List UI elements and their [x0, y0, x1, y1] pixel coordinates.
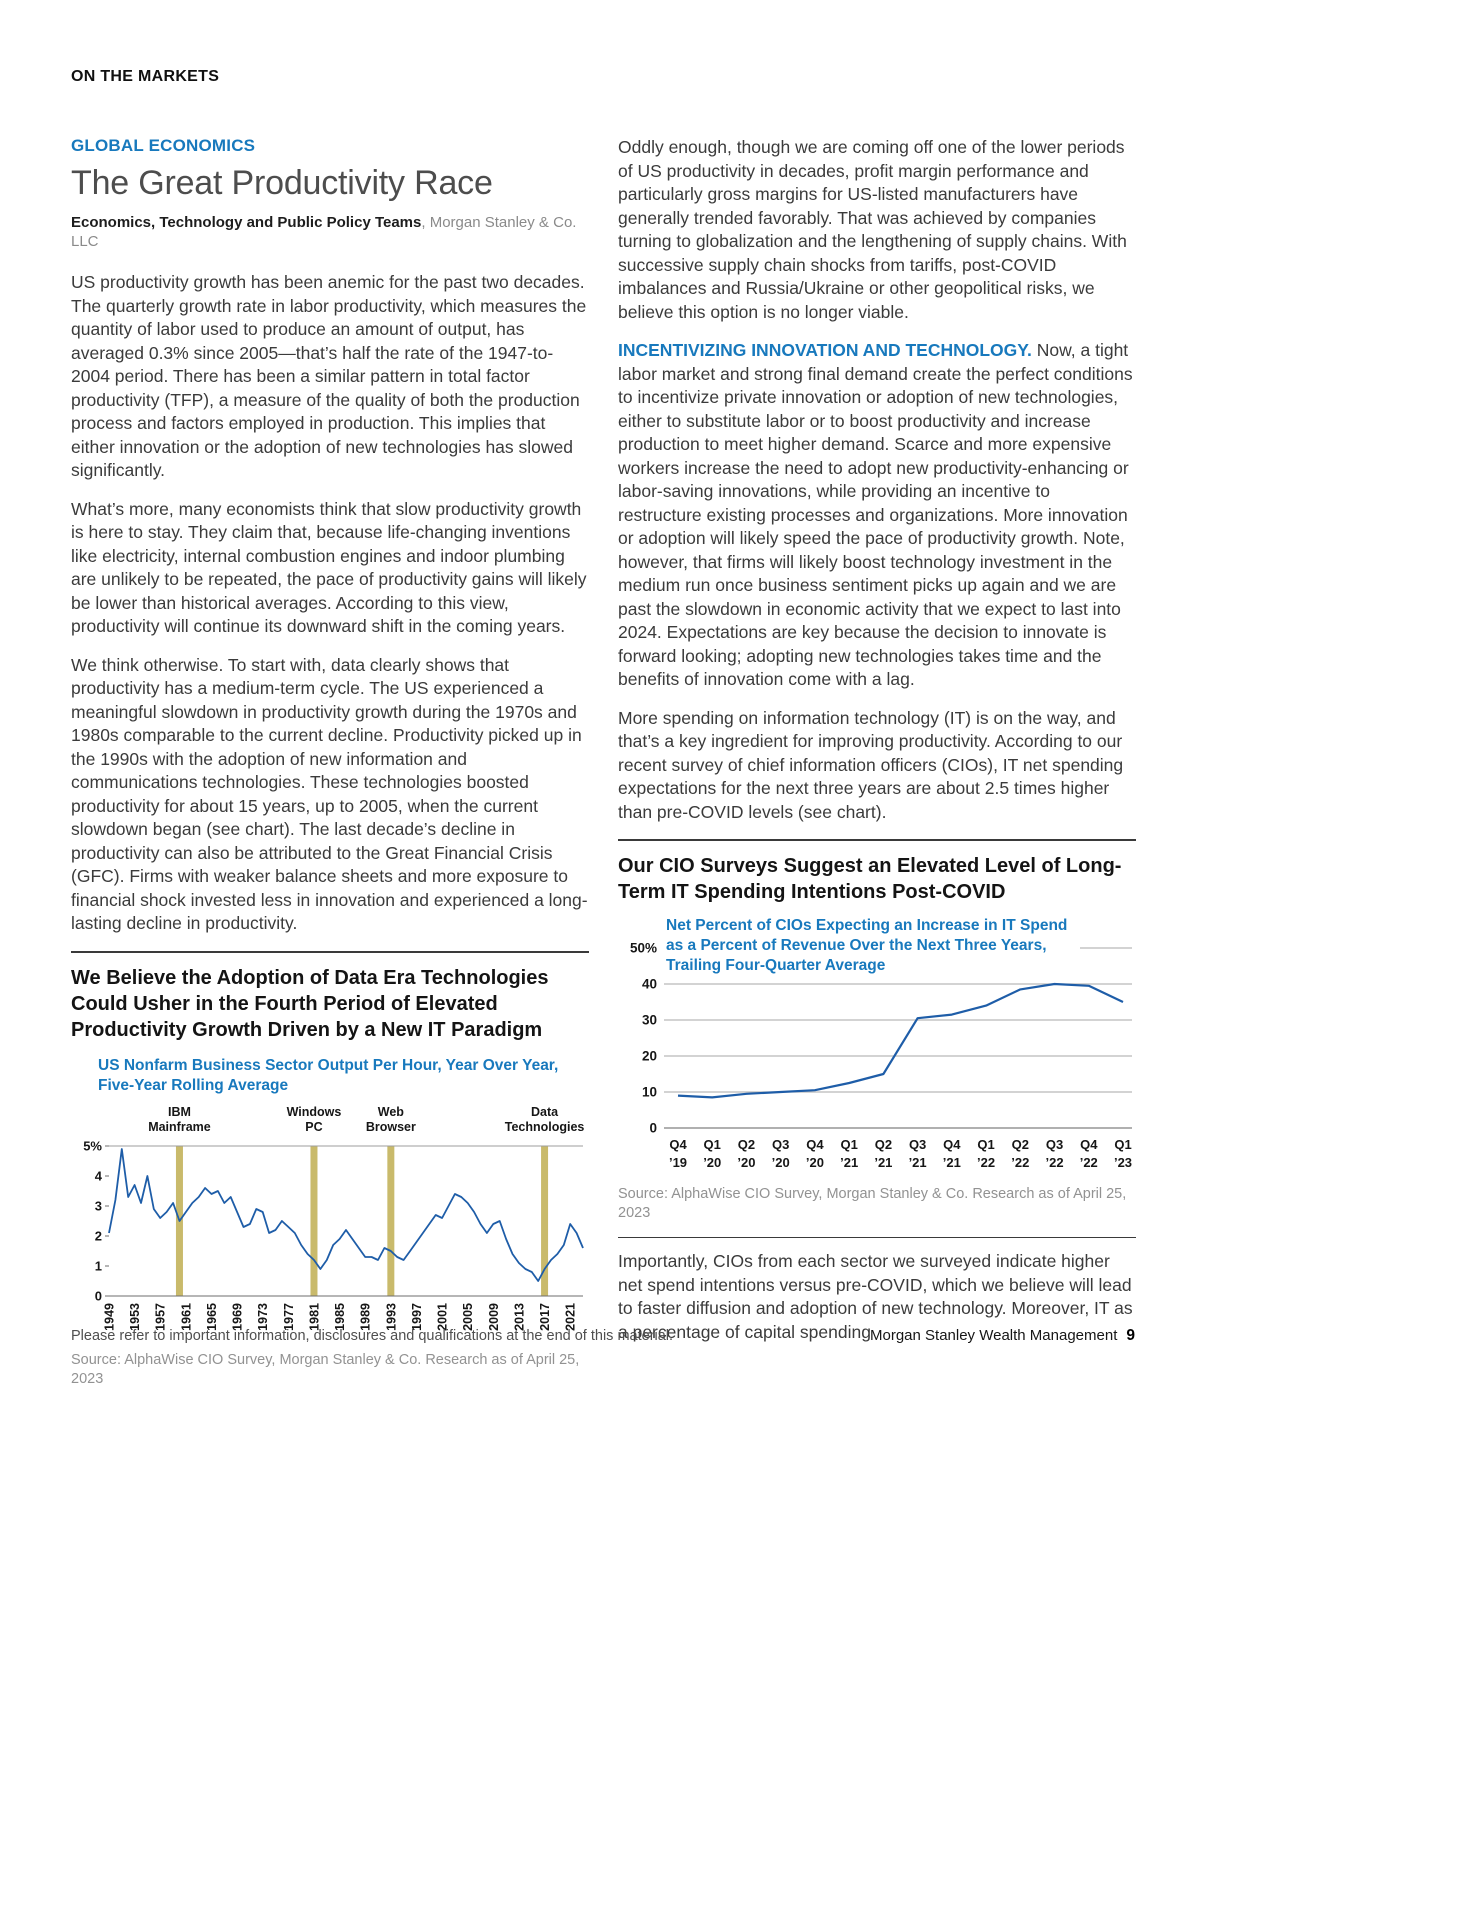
chart-container	[618, 918, 1136, 1181]
svg-text:PC: PC	[305, 1119, 323, 1134]
svg-text:’21: ’21	[840, 1155, 859, 1170]
exhibit-productivity	[71, 951, 589, 1389]
svg-text:30: 30	[641, 1012, 657, 1028]
svg-text:’20: ’20	[771, 1155, 790, 1170]
right-column	[618, 136, 1136, 1389]
svg-text:1997: 1997	[410, 1302, 424, 1331]
svg-text:Mainframe: Mainframe	[148, 1119, 211, 1134]
paragraph: More spending on information technology (IT) is on the way, and that’s a key ingredient for improving productivity. According to our recent survey of chief information officers (CIOs), IT net spending expectations for the next three years are about 2.5 times higher than pre-COVID levels (see chart).	[618, 707, 1124, 822]
svg-text:5%: 5%	[83, 1138, 102, 1153]
svg-text:2021: 2021	[563, 1302, 578, 1331]
svg-text:Q4: Q4	[943, 1137, 961, 1152]
two-column-layout	[71, 136, 1484, 1389]
page-footer	[71, 1327, 1135, 1345]
svg-text:50%: 50%	[629, 940, 657, 956]
svg-text:Q1: Q1	[840, 1137, 858, 1152]
svg-text:1977: 1977	[281, 1302, 296, 1331]
svg-text:10: 10	[641, 1084, 657, 1100]
svg-text:’22: ’22	[1079, 1155, 1098, 1170]
svg-text:’21: ’21	[942, 1155, 961, 1170]
svg-text:2001: 2001	[435, 1302, 450, 1331]
svg-text:Q2: Q2	[737, 1137, 756, 1152]
svg-text:Browser: Browser	[365, 1119, 416, 1134]
svg-text:Q1: Q1	[703, 1137, 721, 1152]
svg-text:Q4: Q4	[806, 1137, 824, 1152]
paragraph: Importantly, CIOs from each sector we surveyed indicate higher net spend intentions versus pre-COVID, which we believe will lead to faster diffusion and adoption of new technology. Moreover, IT as a percentage of capital spending	[618, 1251, 1133, 1342]
svg-text:1981: 1981	[307, 1302, 322, 1331]
svg-text:’20: ’20	[737, 1155, 756, 1170]
svg-text:1957: 1957	[153, 1302, 168, 1331]
svg-text:1953: 1953	[128, 1302, 143, 1331]
svg-text:0: 0	[94, 1288, 102, 1303]
svg-text:1985: 1985	[333, 1302, 348, 1331]
svg-text:Q2: Q2	[1011, 1137, 1029, 1152]
byline-firm: , Morgan Stanley & Co. LLC	[71, 214, 577, 250]
byline	[71, 213, 589, 251]
svg-text:’20: ’20	[805, 1155, 824, 1170]
svg-text:2005: 2005	[461, 1302, 476, 1331]
productivity-line-chart	[71, 1100, 589, 1342]
svg-text:4: 4	[94, 1168, 102, 1183]
svg-text:1949: 1949	[102, 1302, 117, 1331]
chart-title: Net Percent of CIOs Expecting an Increase in IT Spend as a Percent of Revenue Over the Next Three Years, Trailing Four-Quarter Average	[666, 917, 1068, 974]
svg-text:3: 3	[94, 1198, 102, 1213]
paragraph	[618, 339, 1136, 692]
svg-text:’20: ’20	[703, 1155, 722, 1170]
svg-text:2: 2	[94, 1228, 102, 1243]
svg-text:’23: ’23	[1113, 1155, 1133, 1170]
svg-text:1: 1	[94, 1258, 102, 1273]
footer-brand	[870, 1327, 1135, 1345]
svg-text:1965: 1965	[205, 1302, 219, 1331]
svg-text:40: 40	[641, 976, 657, 992]
svg-text:IBM: IBM	[167, 1104, 191, 1119]
paragraph-text: Now, a tight labor market and strong final demand create the perfect conditions to incentivize private innovation or adoption of new technologies, either to substitute labor or to boost productivity and increase production to meet higher demand. Scarce and more expensive workers increase the need to adopt new productivity-enhancing or labor-saving innovations, while providing an incentive to restructure existing processes and organizations. More innovation or adoption will likely speed the pace of productivity growth. Note, however, that firms will likely boost technology investment in the medium run once business sentiment picks up again and we are past the slowdown in economic activity that we expect to last into 2024. Expectations are key because the decision to innovate is forward looking; adopting new technologies takes time and the benefits of innovation come with a lag.	[618, 340, 1133, 689]
divider	[71, 951, 589, 953]
svg-text:’21: ’21	[908, 1155, 927, 1170]
paragraph: Oddly enough, though we are coming off one of the lower periods of US productivity in decades, profit margin performance and particularly gross margins for US-listed manufacturers have generally trended favorably. That was achieved by companies turning to globalization and the lengthening of supply chains. With successive supply chain shocks from tariffs, post-COVID imbalances and Russia/Ukraine or other geopolitical risks, we believe this option is no longer viable.	[618, 137, 1127, 322]
svg-text:Q3: Q3	[1045, 1137, 1064, 1152]
svg-text:1989: 1989	[358, 1302, 373, 1331]
svg-text:Q1: Q1	[1114, 1137, 1132, 1152]
svg-text:Web: Web	[377, 1104, 404, 1119]
svg-text:0: 0	[649, 1120, 657, 1136]
exhibit-heading: Our CIO Surveys Suggest an Elevated Level of Long-Term IT Spending Intentions Post-COVID	[618, 855, 1122, 903]
svg-text:Q3: Q3	[908, 1137, 927, 1152]
page-kicker: ON THE MARKETS	[71, 68, 220, 85]
svg-text:1961: 1961	[179, 1302, 194, 1331]
paragraph: What’s more, many economists think that slow productivity growth is here to stay. They claim that, because life-changing inventions like electricity, internal combustion engines and indoor plumbing are unlikely to be repeated, the pace of productivity gains will likely be lower than historical averages. According to this view, productivity will continue its downward shift in the coming years.	[71, 498, 587, 636]
svg-text:2017: 2017	[538, 1302, 553, 1331]
svg-text:Q1: Q1	[977, 1137, 995, 1152]
svg-text:’22: ’22	[1045, 1155, 1064, 1170]
footer-brand-text: Morgan Stanley Wealth Management	[870, 1326, 1118, 1344]
exhibit-heading: We Believe the Adoption of Data Era Technologies Could Usher in the Fourth Period of Elevated Productivity Growth Driven by a New IT Paradigm	[71, 966, 549, 1041]
svg-text:1993: 1993	[384, 1302, 399, 1331]
svg-text:’19: ’19	[668, 1155, 688, 1170]
paragraph: We think otherwise. To start with, data clearly shows that productivity has a medium-term cycle. The US experienced a meaningful slowdown in productivity growth during the 1970s and 1980s comparable to the current decline. Productivity picked up in the 1990s with the adoption of new information and communications technologies. These technologies boosted productivity for about 15 years, up to 2005, when the current slowdown began (see chart). The last decade’s decline in productivity can also be attributed to the Great Financial Crisis (GFC). Firms with weaker balance sheets and more exposure to financial shock invested less in innovation and experienced a long-lasting decline in productivity.	[71, 654, 588, 933]
exhibit-source: Source: AlphaWise CIO Survey, Morgan Stanley & Co. Research as of April 25, 2023	[618, 1186, 1127, 1221]
footer-page-number: 9	[1126, 1326, 1135, 1344]
article-title: The Great Productivity Race	[71, 164, 493, 202]
svg-text:Q2: Q2	[874, 1137, 893, 1152]
divider	[618, 839, 1136, 841]
svg-text:Q4: Q4	[669, 1137, 687, 1152]
svg-text:Q4: Q4	[1080, 1137, 1098, 1152]
chart-title: US Nonfarm Business Sector Output Per Hour, Year Over Year, Five-Year Rolling Average	[98, 1056, 559, 1094]
svg-text:2009: 2009	[486, 1302, 501, 1331]
svg-text:1969: 1969	[230, 1302, 245, 1331]
svg-text:20: 20	[641, 1048, 657, 1064]
svg-text:’22: ’22	[1011, 1155, 1030, 1170]
divider	[618, 1237, 1136, 1238]
svg-text:1973: 1973	[256, 1302, 271, 1331]
left-column	[71, 136, 589, 1389]
exhibit-cio-survey	[618, 839, 1136, 1344]
svg-text:Q3: Q3	[772, 1137, 790, 1152]
subsection-lead-in: INCENTIVIZING INNOVATION AND TECHNOLOGY.	[618, 340, 1032, 360]
svg-text:Windows: Windows	[286, 1104, 342, 1119]
footer-disclosure: Please refer to important information, disclosures and qualifications at the end of this material.	[71, 1327, 674, 1344]
svg-text:2013: 2013	[512, 1302, 527, 1331]
svg-text:’21: ’21	[874, 1155, 893, 1170]
paragraph: US productivity growth has been anemic for the past two decades. The quarterly growth rate in labor productivity, which measures the quantity of labor used to produce an amount of output, has averaged 0.3% since 2005—that’s half the rate of the 1947-to-2004 period. There has been a similar pattern in total factor productivity (TFP), a measure of the quality of both the production process and factors employed in production. This implies that either innovation or the adoption of new technologies has slowed significantly.	[71, 272, 587, 480]
section-label: GLOBAL ECONOMICS	[71, 136, 256, 155]
svg-text:Data: Data	[531, 1104, 559, 1119]
byline-teams: Economics, Technology and Public Policy Teams	[71, 214, 422, 231]
svg-text:’22: ’22	[977, 1155, 996, 1170]
svg-text:Technologies: Technologies	[504, 1119, 585, 1134]
exhibit-source: Source: AlphaWise CIO Survey, Morgan Stanley & Co. Research as of April 25, 2023	[71, 1351, 580, 1387]
